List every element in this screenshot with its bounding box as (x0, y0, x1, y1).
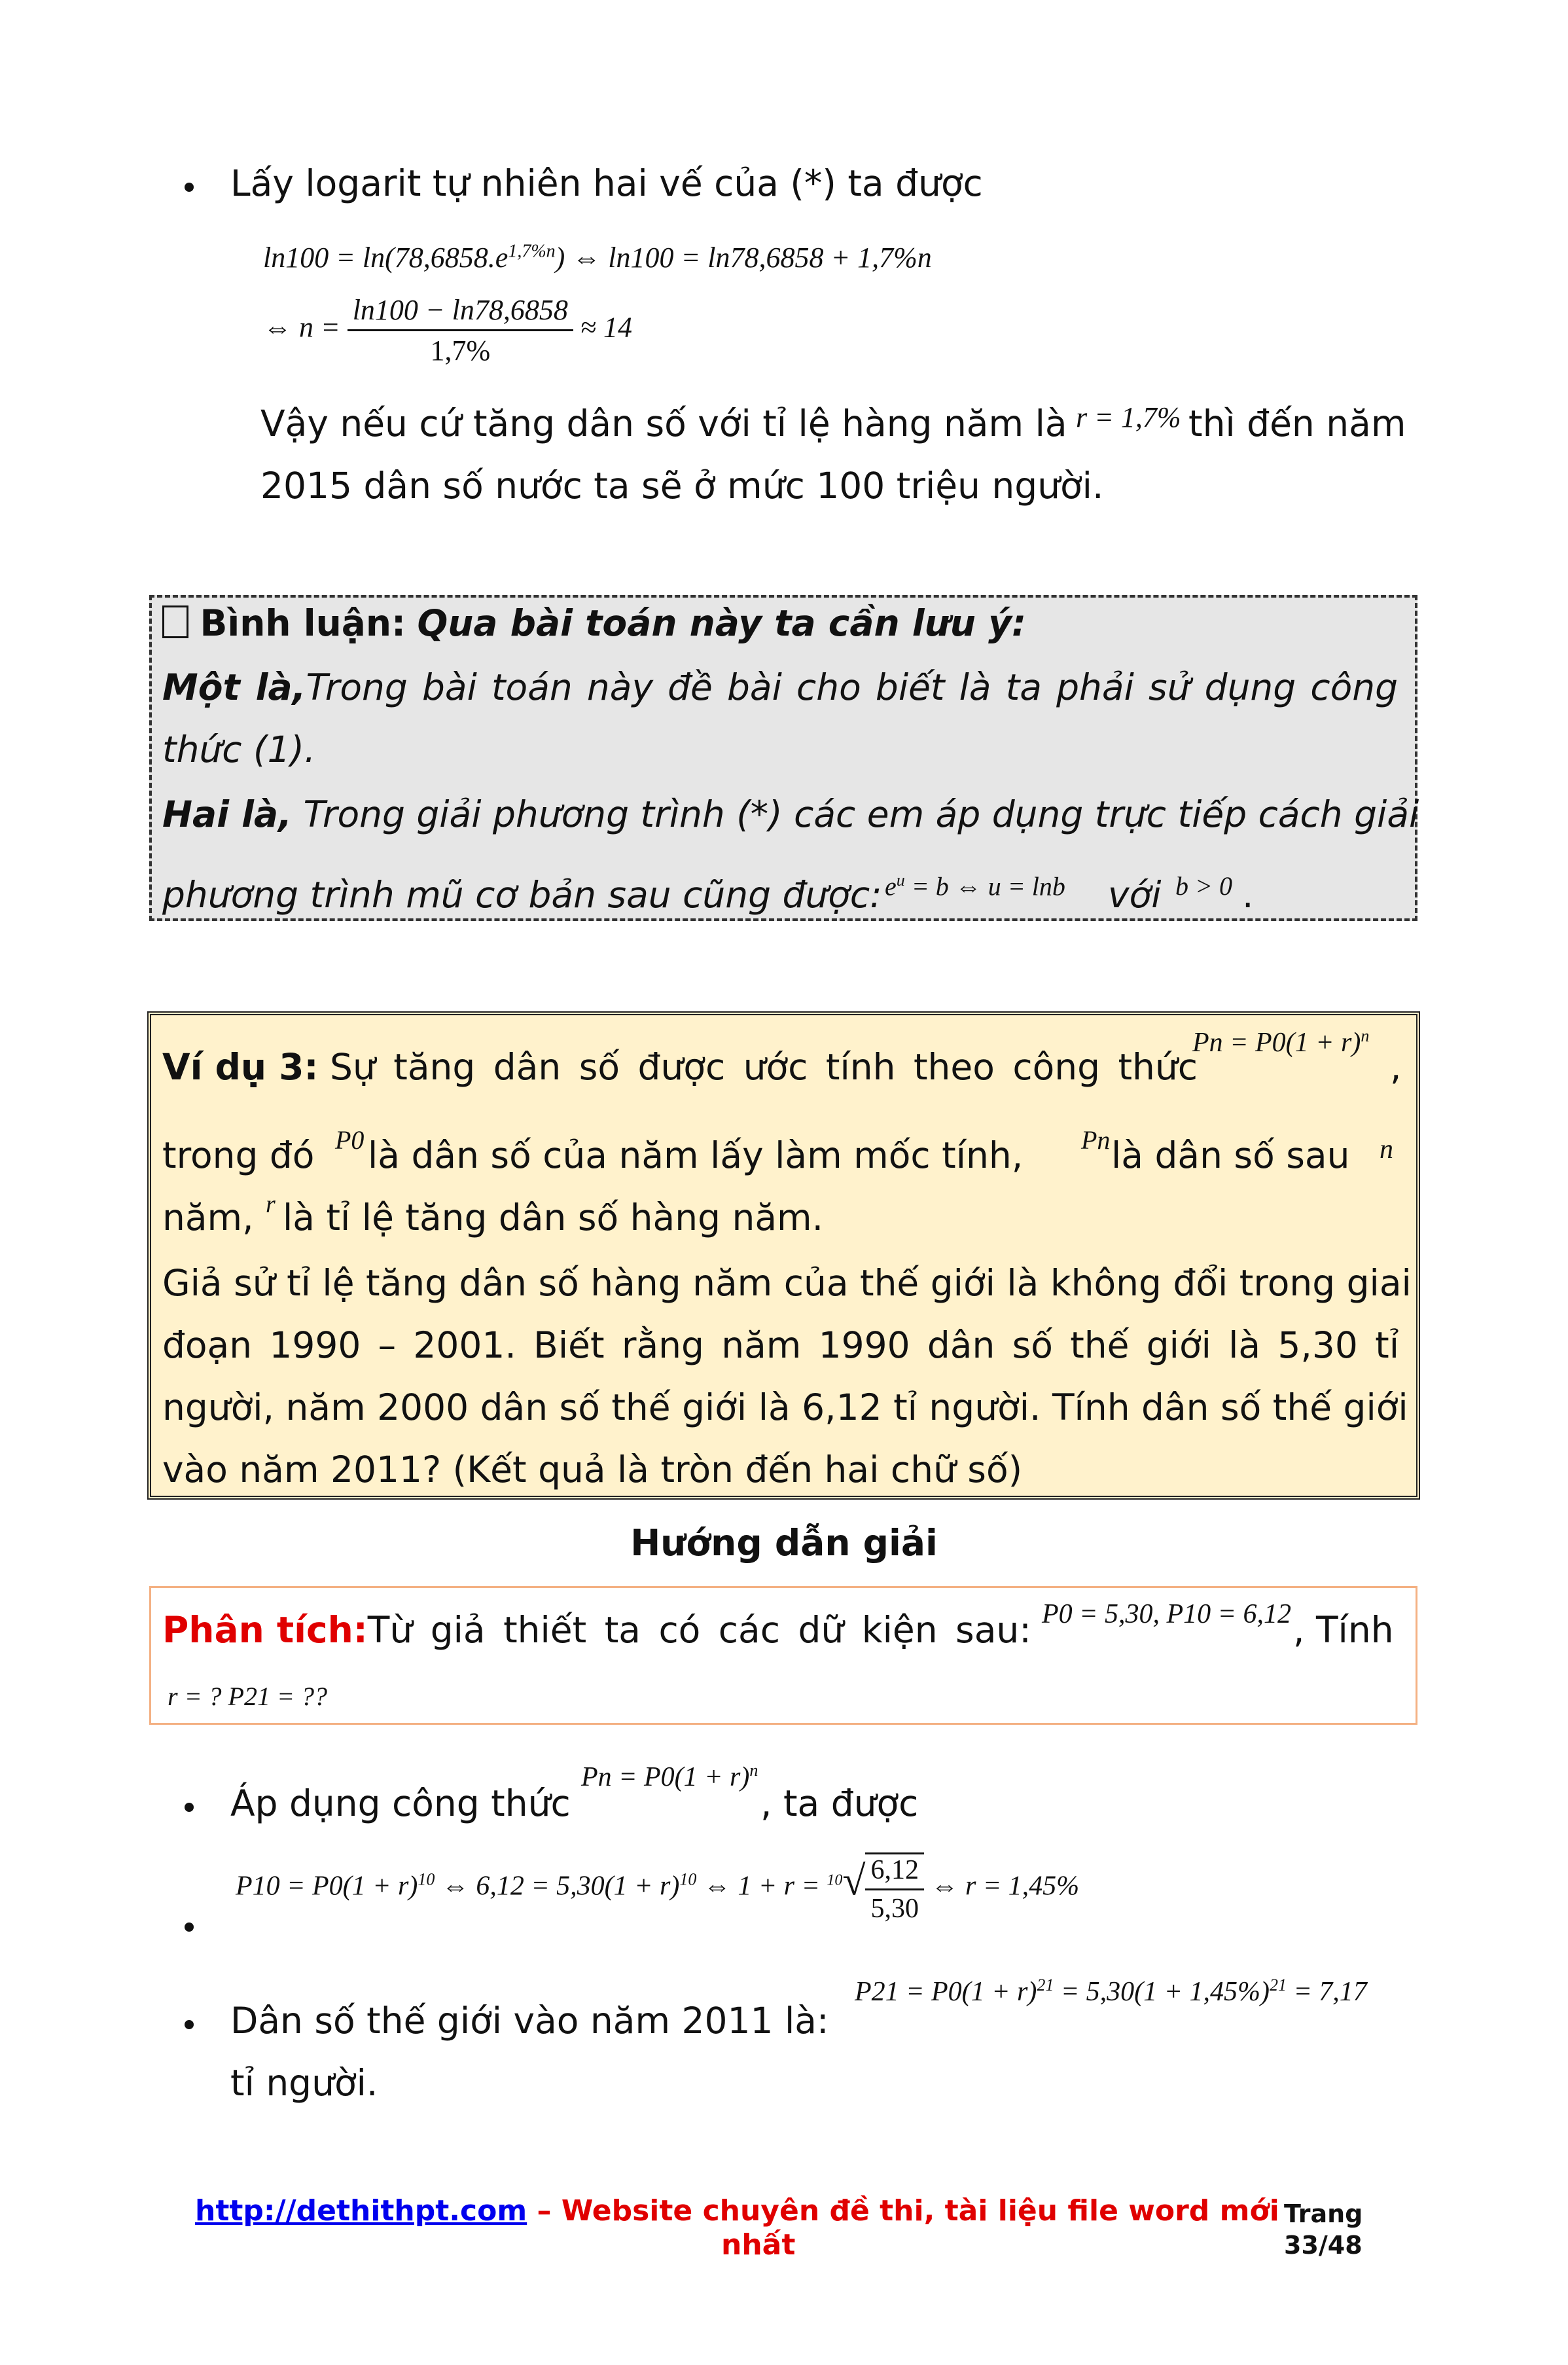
analysis-given: P0 = 5,30, P10 = 6,12 (1042, 1599, 1291, 1629)
website-link[interactable]: http://dethithpt.com (195, 2194, 527, 2228)
analysis-end: , Tính (1293, 1609, 1394, 1651)
example-r: r (266, 1191, 276, 1218)
comment-two-cont: phương trình mũ cơ bản sau cũng được: (162, 874, 882, 916)
conclusion-r-value: r = 1,7% (1076, 401, 1181, 433)
equation-ln-1: $\ln 100 = \ln(78,6858.e^{1,7\%n})$ ⇔ ln100 = ln78,6858 + 1,7%n (263, 241, 932, 274)
bullet-dot (185, 1803, 194, 1812)
example-line-3-b: là tỉ lệ tăng dân số hàng năm. (283, 1197, 824, 1238)
bullet-apply-b: , ta được (760, 1782, 919, 1824)
example-p0: P0 (335, 1125, 365, 1155)
comment-two-end: . (1242, 874, 1254, 916)
bullet-apply-formula: $Pn = P0(1 + r)^n$ (581, 1761, 758, 1792)
equation-population: $P21 = P0(1 + r)^{21} = 5,30(1 + 1,45\%)^{21} = 7,17$ (855, 1976, 1367, 2007)
example-line-2-c: là dân số sau (1111, 1134, 1350, 1176)
example-line-6: người, năm 2000 dân số thế giới là 6,12 tỉ người. Tính dân số thế giới (162, 1386, 1408, 1428)
comment-two-equation: $e^u = b$ ⇔ u = lnb (885, 871, 1065, 901)
page-label: Trang (1284, 2199, 1363, 2228)
example-line-1: Ví dụ 3: Sự tăng dân số được ước tính theo công thức (162, 1046, 1198, 1088)
equation-n-solution: ⇔ n = $\frac{\ln 100 - \ln 78,6858}{1,7\%}$ ≈ 14 (263, 294, 632, 367)
example-line-5: đoạn 1990 – 2001. Biết rằng năm 1990 dân số thế giới là 5,30 tỉ (162, 1324, 1399, 1366)
bullet-dot (185, 1923, 194, 1932)
solution-heading: Hướng dẫn giải (630, 1522, 938, 1564)
footer-line-2: nhất (721, 2228, 796, 2262)
bullet-population-b: tỉ người. (230, 2062, 378, 2104)
conclusion-line-1: Vậy nếu cứ tăng dân số với tỉ lệ hàng năm là (260, 403, 1067, 444)
example-n: n (1380, 1134, 1393, 1164)
example-line-2-b: là dân số của năm lấy làm mốc tính, (368, 1134, 1024, 1176)
conclusion-line-2: 2015 dân số nước ta sẽ ở mức 100 triệu người. (260, 465, 1104, 507)
analysis-line: Phân tích:Từ giả thiết ta có các dữ kiện sau: (162, 1609, 1031, 1651)
bullet-text-logarit: Lấy logarit tự nhiên hai vế của (*) ta được (230, 162, 983, 204)
comment-one: Một là,Trong bài toán này đề bài cho biết là ta phải sử dụng công (162, 666, 1398, 708)
conclusion-line-1-end: thì đến năm (1188, 403, 1406, 444)
comment-icon (162, 605, 188, 638)
example-comma: , (1390, 1046, 1402, 1088)
example-line-7: vào năm 2011? (Kết quả là tròn đến hai chữ số) (162, 1449, 1023, 1490)
example-formula: $Pn = P0(1 + r)^n$ (1192, 1026, 1370, 1058)
example-line-2-a: trong đó (162, 1134, 315, 1176)
comment-title: Bình luận: Qua bài toán này ta cần lưu ý: (162, 602, 1026, 644)
analysis-ask: r = ? P21 = ?? (168, 1682, 327, 1711)
page-number: 33/48 (1284, 2231, 1363, 2260)
comment-two: Hai là, Trong giải phương trình (*) các em áp dụng trực tiếp cách giải (162, 793, 1419, 835)
bullet-dot (185, 2020, 194, 2029)
bullet-dot (185, 183, 194, 192)
comment-two-condition: b > 0 (1175, 871, 1232, 901)
equation-solve-r: $P10 = P0(1 + r)^{10}$ ⇔ $6,12 = 5,30(1 + r)^{10}$ ⇔ 1 + r = $^{10}$√ $\frac{6,12}{5,30}$ ⇔ r = 1,45% (236, 1852, 1079, 1924)
fraction: $\frac{\ln 100 - \ln 78,6858}{1,7\%}$ (347, 293, 573, 367)
comment-two-with: với (1108, 874, 1162, 916)
bullet-population-a: Dân số thế giới vào năm 2011 là: (230, 2000, 829, 2042)
footer-line-1: http://dethithpt.com – Website chuyên đề thi, tài liệu file word mới (195, 2194, 1279, 2228)
bullet-apply-a: Áp dụng công thức (230, 1782, 571, 1824)
example-pn: Pn (1081, 1125, 1111, 1155)
example-line-3-a: năm, (162, 1197, 254, 1238)
example-line-4: Giả sử tỉ lệ tăng dân số hàng năm của thế giới là không đổi trong giai (162, 1262, 1412, 1304)
comment-one-cont: thức (1). (162, 729, 316, 770)
